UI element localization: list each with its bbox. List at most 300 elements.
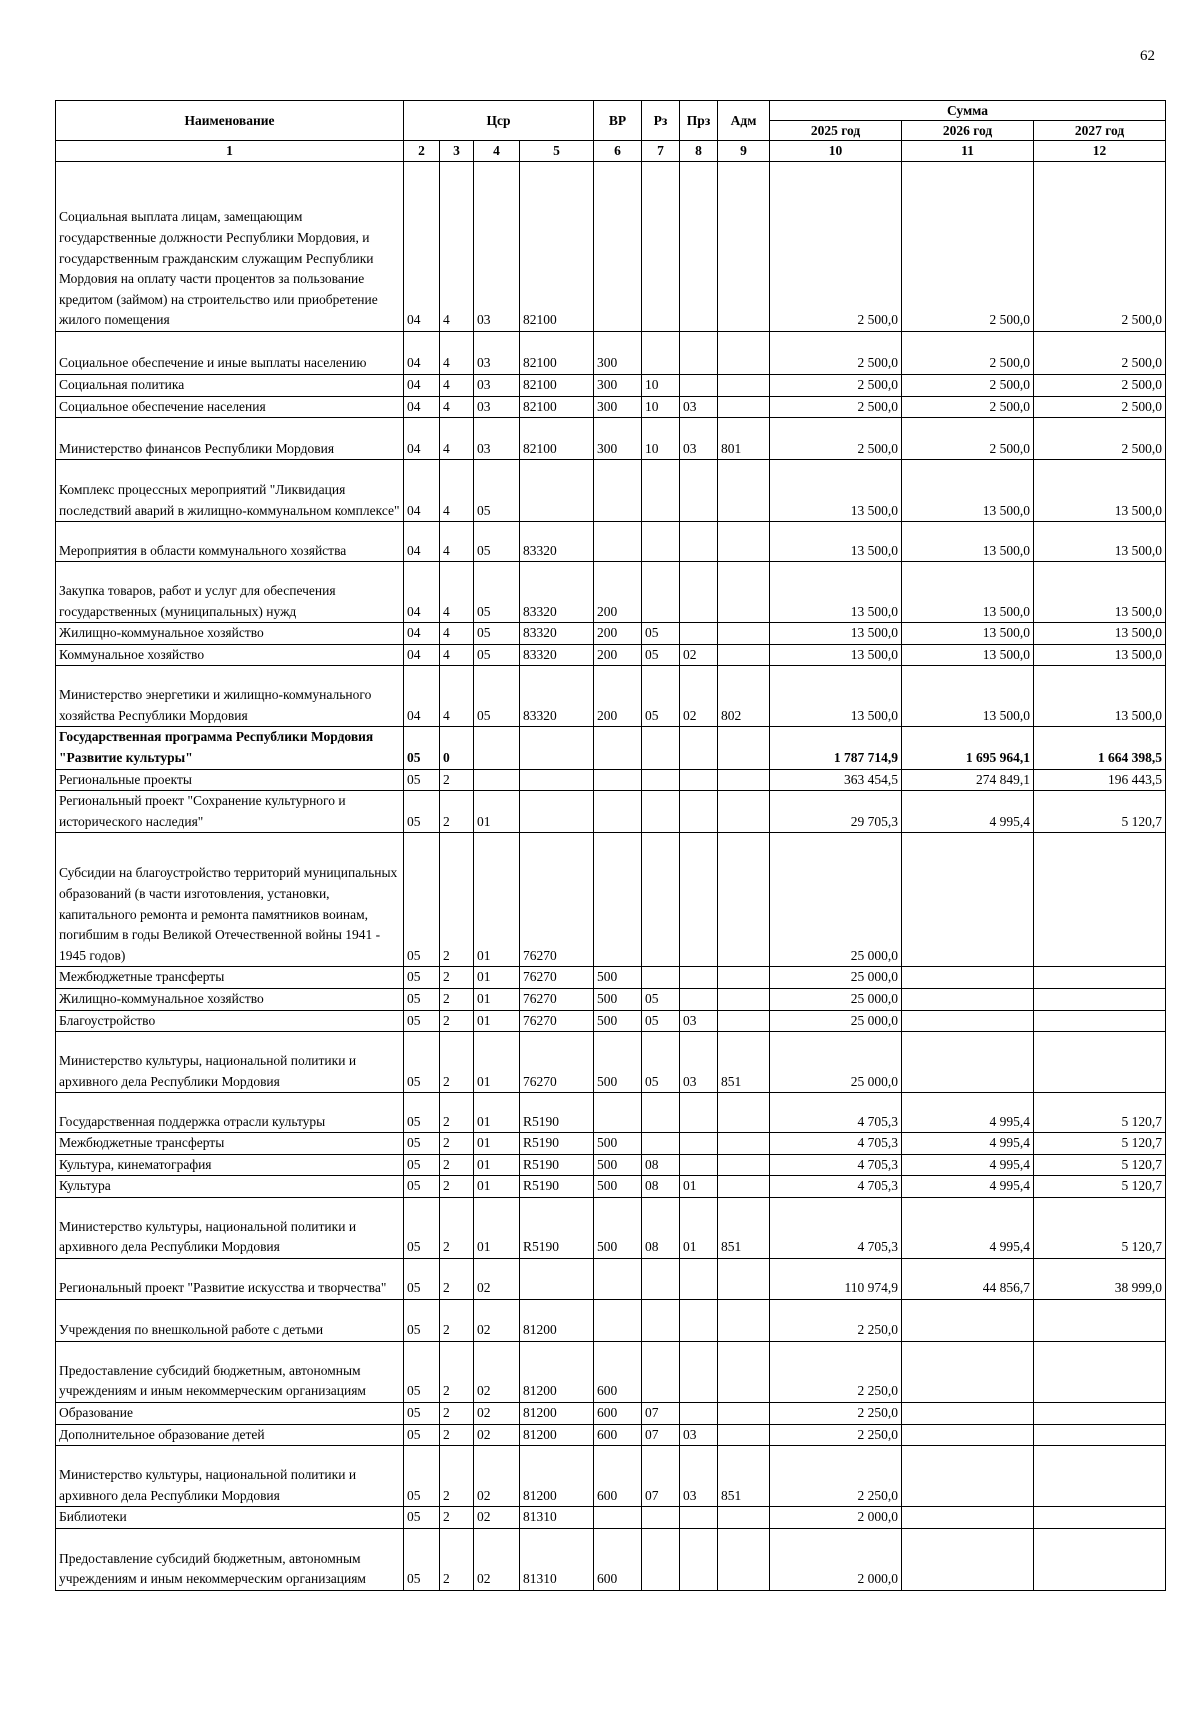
row-sum-2026: 274 849,1 xyxy=(902,769,1034,791)
row-sum-2027 xyxy=(1034,833,1166,967)
row-sum-2026 xyxy=(902,1507,1034,1529)
row-rz: 07 xyxy=(642,1446,680,1507)
row-sum-2027 xyxy=(1034,1032,1166,1093)
row-sum-2025: 2 250,0 xyxy=(770,1446,902,1507)
row-sum-2026: 2 500,0 xyxy=(902,332,1034,375)
row-sum-2027 xyxy=(1034,1341,1166,1402)
row-sum-2025: 4 705,3 xyxy=(770,1176,902,1198)
row-name: Жилищно-коммунальное хозяйство xyxy=(56,623,404,645)
row-rz: 10 xyxy=(642,418,680,460)
row-prz xyxy=(680,162,718,332)
row-rz xyxy=(642,833,680,967)
row-prz xyxy=(680,1341,718,1402)
row-tsr-type: 2 xyxy=(440,1154,474,1176)
row-tsr-type: 4 xyxy=(440,522,474,562)
row-tsr-program: 04 xyxy=(404,375,440,397)
row-rz xyxy=(642,1299,680,1341)
row-sum-2026: 1 695 964,1 xyxy=(902,727,1034,769)
row-rz xyxy=(642,769,680,791)
row-tsr-program: 04 xyxy=(404,162,440,332)
row-sum-2025: 2 500,0 xyxy=(770,396,902,418)
row-tsr-type: 2 xyxy=(440,1258,474,1299)
table-row xyxy=(56,988,1166,1010)
row-adm xyxy=(718,1133,770,1155)
row-tsr-program: 04 xyxy=(404,666,440,727)
row-name: Социальная политика xyxy=(56,375,404,397)
row-adm xyxy=(718,1424,770,1446)
row-sum-2025: 25 000,0 xyxy=(770,988,902,1010)
row-name: Государственная поддержка отрасли культуры xyxy=(56,1093,404,1133)
page-number: 62 xyxy=(1140,48,1155,64)
row-tsr-type: 2 xyxy=(440,1446,474,1507)
row-name: Мероприятия в области коммунального хозяйства xyxy=(56,522,404,562)
row-sum-2025: 110 974,9 xyxy=(770,1258,902,1299)
row-sum-2027: 2 500,0 xyxy=(1034,162,1166,332)
row-vr: 500 xyxy=(594,1010,642,1032)
row-tsr-type: 2 xyxy=(440,988,474,1010)
row-sum-2027 xyxy=(1034,1424,1166,1446)
row-adm xyxy=(718,623,770,645)
row-prz xyxy=(680,1528,718,1590)
header-summa: Сумма xyxy=(770,101,1166,121)
row-tsr-direction: 82100 xyxy=(520,332,594,375)
row-tsr-element: 01 xyxy=(474,1176,520,1198)
table-row xyxy=(56,623,1166,645)
row-prz: 03 xyxy=(680,1010,718,1032)
table-row xyxy=(56,1446,1166,1507)
row-rz xyxy=(642,1341,680,1402)
row-name: Региональный проект "Сохранение культурного и исторического наследия" xyxy=(56,791,404,833)
row-rz xyxy=(642,727,680,769)
row-sum-2025: 13 500,0 xyxy=(770,623,902,645)
row-tsr-type: 4 xyxy=(440,623,474,645)
row-tsr-type: 2 xyxy=(440,1010,474,1032)
row-rz xyxy=(642,1093,680,1133)
row-tsr-element: 02 xyxy=(474,1424,520,1446)
row-tsr-program: 04 xyxy=(404,418,440,460)
row-prz xyxy=(680,460,718,522)
row-vr xyxy=(594,522,642,562)
table-row xyxy=(56,1176,1166,1198)
row-rz: 05 xyxy=(642,1032,680,1093)
row-rz xyxy=(642,332,680,375)
row-name: Межбюджетные трансферты xyxy=(56,967,404,989)
row-sum-2026: 4 995,4 xyxy=(902,1154,1034,1176)
row-vr: 600 xyxy=(594,1424,642,1446)
row-vr: 200 xyxy=(594,666,642,727)
row-tsr-element: 01 xyxy=(474,1093,520,1133)
row-sum-2026: 13 500,0 xyxy=(902,666,1034,727)
row-adm xyxy=(718,644,770,666)
row-tsr-type: 4 xyxy=(440,332,474,375)
row-tsr-element: 02 xyxy=(474,1299,520,1341)
row-tsr-type: 2 xyxy=(440,1424,474,1446)
row-sum-2026: 2 500,0 xyxy=(902,396,1034,418)
row-tsr-element: 02 xyxy=(474,1446,520,1507)
row-sum-2027: 38 999,0 xyxy=(1034,1258,1166,1299)
row-tsr-type: 2 xyxy=(440,1197,474,1258)
row-tsr-type: 0 xyxy=(440,727,474,769)
row-tsr-direction: 76270 xyxy=(520,967,594,989)
row-prz xyxy=(680,1299,718,1341)
row-tsr-program: 04 xyxy=(404,396,440,418)
row-name: Социальное обеспечение и иные выплаты населению xyxy=(56,332,404,375)
row-sum-2025: 2 000,0 xyxy=(770,1528,902,1590)
row-prz xyxy=(680,769,718,791)
row-rz xyxy=(642,1528,680,1590)
row-vr xyxy=(594,833,642,967)
row-sum-2025: 25 000,0 xyxy=(770,1010,902,1032)
row-tsr-type: 4 xyxy=(440,162,474,332)
row-sum-2027: 13 500,0 xyxy=(1034,460,1166,522)
table-row xyxy=(56,967,1166,989)
row-tsr-program: 04 xyxy=(404,623,440,645)
row-vr: 300 xyxy=(594,418,642,460)
row-sum-2027 xyxy=(1034,1402,1166,1424)
row-sum-2027 xyxy=(1034,988,1166,1010)
column-number-row xyxy=(56,141,1166,162)
row-adm xyxy=(718,967,770,989)
table-row xyxy=(56,666,1166,727)
col-number: 9 xyxy=(718,141,770,162)
row-tsr-program: 05 xyxy=(404,967,440,989)
row-sum-2026: 4 995,4 xyxy=(902,791,1034,833)
row-tsr-direction: 76270 xyxy=(520,833,594,967)
row-adm: 851 xyxy=(718,1032,770,1093)
col-number: 6 xyxy=(594,141,642,162)
row-sum-2026: 4 995,4 xyxy=(902,1176,1034,1198)
row-adm xyxy=(718,727,770,769)
row-tsr-direction: 81310 xyxy=(520,1507,594,1529)
row-name: Культура xyxy=(56,1176,404,1198)
row-sum-2027: 13 500,0 xyxy=(1034,666,1166,727)
header-adm: Адм xyxy=(718,101,770,141)
table-row xyxy=(56,396,1166,418)
table-row xyxy=(56,1402,1166,1424)
row-sum-2025: 2 250,0 xyxy=(770,1424,902,1446)
row-prz xyxy=(680,1258,718,1299)
row-sum-2026 xyxy=(902,1032,1034,1093)
row-tsr-element: 02 xyxy=(474,1528,520,1590)
row-sum-2027: 5 120,7 xyxy=(1034,1093,1166,1133)
row-vr: 300 xyxy=(594,396,642,418)
row-sum-2026: 2 500,0 xyxy=(902,418,1034,460)
table-row xyxy=(56,332,1166,375)
row-tsr-program: 05 xyxy=(404,1133,440,1155)
row-prz: 02 xyxy=(680,644,718,666)
row-prz xyxy=(680,522,718,562)
row-vr: 600 xyxy=(594,1402,642,1424)
row-tsr-direction: R5190 xyxy=(520,1197,594,1258)
row-sum-2027: 196 443,5 xyxy=(1034,769,1166,791)
row-rz: 08 xyxy=(642,1197,680,1258)
row-tsr-element: 01 xyxy=(474,1197,520,1258)
row-tsr-direction xyxy=(520,769,594,791)
row-sum-2027: 5 120,7 xyxy=(1034,791,1166,833)
row-rz: 08 xyxy=(642,1176,680,1198)
row-name: Образование xyxy=(56,1402,404,1424)
row-sum-2025: 2 250,0 xyxy=(770,1402,902,1424)
row-vr: 300 xyxy=(594,332,642,375)
row-prz xyxy=(680,1133,718,1155)
table-row xyxy=(56,1093,1166,1133)
row-sum-2025: 2 500,0 xyxy=(770,375,902,397)
row-sum-2026: 13 500,0 xyxy=(902,644,1034,666)
row-name: Министерство культуры, национальной политики и архивного дела Республики Мордовия xyxy=(56,1032,404,1093)
row-sum-2026: 13 500,0 xyxy=(902,522,1034,562)
table-row xyxy=(56,162,1166,332)
row-tsr-element: 01 xyxy=(474,967,520,989)
col-number: 2 xyxy=(404,141,440,162)
row-sum-2025: 29 705,3 xyxy=(770,791,902,833)
row-sum-2026 xyxy=(902,1341,1034,1402)
row-rz xyxy=(642,522,680,562)
row-tsr-program: 05 xyxy=(404,769,440,791)
col-number: 8 xyxy=(680,141,718,162)
row-sum-2027 xyxy=(1034,1010,1166,1032)
row-sum-2026 xyxy=(902,1446,1034,1507)
row-vr xyxy=(594,791,642,833)
row-vr: 600 xyxy=(594,1528,642,1590)
row-adm xyxy=(718,1176,770,1198)
row-sum-2025: 1 787 714,9 xyxy=(770,727,902,769)
row-rz: 05 xyxy=(642,988,680,1010)
row-tsr-type: 4 xyxy=(440,396,474,418)
col-number: 1 xyxy=(56,141,404,162)
row-sum-2025: 4 705,3 xyxy=(770,1197,902,1258)
row-sum-2027: 2 500,0 xyxy=(1034,332,1166,375)
row-tsr-direction: 83320 xyxy=(520,666,594,727)
row-sum-2026: 13 500,0 xyxy=(902,460,1034,522)
row-rz xyxy=(642,967,680,989)
row-rz xyxy=(642,1258,680,1299)
row-tsr-direction: 83320 xyxy=(520,644,594,666)
row-tsr-direction xyxy=(520,727,594,769)
row-tsr-element: 01 xyxy=(474,791,520,833)
table-row xyxy=(56,1528,1166,1590)
row-sum-2027: 13 500,0 xyxy=(1034,623,1166,645)
table-row xyxy=(56,769,1166,791)
row-name: Предоставление субсидий бюджетным, автономным учреждениям и иным некоммерческим организациям xyxy=(56,1341,404,1402)
row-sum-2027 xyxy=(1034,967,1166,989)
row-tsr-type: 2 xyxy=(440,1341,474,1402)
row-adm xyxy=(718,1258,770,1299)
row-sum-2027: 5 120,7 xyxy=(1034,1154,1166,1176)
row-tsr-element xyxy=(474,727,520,769)
row-vr: 500 xyxy=(594,1197,642,1258)
row-tsr-program: 05 xyxy=(404,1258,440,1299)
row-tsr-program: 05 xyxy=(404,1197,440,1258)
row-name: Учреждения по внешкольной работе с детьми xyxy=(56,1299,404,1341)
row-prz xyxy=(680,791,718,833)
col-number: 7 xyxy=(642,141,680,162)
row-tsr-program: 04 xyxy=(404,522,440,562)
row-prz: 03 xyxy=(680,1446,718,1507)
row-tsr-type: 4 xyxy=(440,666,474,727)
row-tsr-direction: 83320 xyxy=(520,623,594,645)
row-sum-2025: 4 705,3 xyxy=(770,1093,902,1133)
row-adm xyxy=(718,1341,770,1402)
row-vr xyxy=(594,769,642,791)
row-tsr-program: 05 xyxy=(404,1299,440,1341)
row-rz xyxy=(642,1133,680,1155)
row-sum-2026: 4 995,4 xyxy=(902,1133,1034,1155)
row-tsr-element: 05 xyxy=(474,562,520,623)
row-adm xyxy=(718,791,770,833)
row-name: Благоустройство xyxy=(56,1010,404,1032)
row-name: Библиотеки xyxy=(56,1507,404,1529)
row-tsr-type: 2 xyxy=(440,1176,474,1198)
row-tsr-direction: 82100 xyxy=(520,418,594,460)
row-vr: 200 xyxy=(594,644,642,666)
row-tsr-element: 01 xyxy=(474,988,520,1010)
row-vr: 500 xyxy=(594,967,642,989)
row-sum-2026 xyxy=(902,1299,1034,1341)
table-row xyxy=(56,522,1166,562)
row-sum-2026: 44 856,7 xyxy=(902,1258,1034,1299)
row-adm xyxy=(718,988,770,1010)
row-adm: 851 xyxy=(718,1197,770,1258)
table-header xyxy=(56,101,1166,162)
row-prz: 01 xyxy=(680,1197,718,1258)
col-number: 12 xyxy=(1034,141,1166,162)
row-tsr-direction: 81200 xyxy=(520,1341,594,1402)
row-name: Комплекс процессных мероприятий "Ликвидация последствий аварий в жилищно-коммунальном комплексе" xyxy=(56,460,404,522)
row-tsr-direction: 82100 xyxy=(520,396,594,418)
row-sum-2025: 4 705,3 xyxy=(770,1133,902,1155)
row-sum-2027: 13 500,0 xyxy=(1034,644,1166,666)
col-number: 10 xyxy=(770,141,902,162)
header-rz: Рз xyxy=(642,101,680,141)
row-name: Жилищно-коммунальное хозяйство xyxy=(56,988,404,1010)
row-tsr-element: 05 xyxy=(474,666,520,727)
row-name: Закупка товаров, работ и услуг для обеспечения государственных (муниципальных) нужд xyxy=(56,562,404,623)
header-tsr: Цср xyxy=(404,101,594,141)
row-tsr-program: 05 xyxy=(404,1010,440,1032)
row-sum-2026: 4 995,4 xyxy=(902,1197,1034,1258)
row-adm xyxy=(718,1299,770,1341)
row-adm xyxy=(718,522,770,562)
table-row xyxy=(56,460,1166,522)
row-adm xyxy=(718,1402,770,1424)
row-sum-2027: 5 120,7 xyxy=(1034,1197,1166,1258)
row-adm xyxy=(718,162,770,332)
row-vr: 200 xyxy=(594,623,642,645)
row-tsr-element: 05 xyxy=(474,522,520,562)
row-rz xyxy=(642,791,680,833)
row-tsr-element: 05 xyxy=(474,644,520,666)
row-vr: 200 xyxy=(594,562,642,623)
row-prz xyxy=(680,623,718,645)
table-row xyxy=(56,1010,1166,1032)
row-rz: 10 xyxy=(642,396,680,418)
row-tsr-element: 02 xyxy=(474,1507,520,1529)
row-tsr-element: 01 xyxy=(474,1032,520,1093)
row-vr xyxy=(594,727,642,769)
row-tsr-type: 2 xyxy=(440,1528,474,1590)
row-tsr-type: 2 xyxy=(440,833,474,967)
row-tsr-type: 2 xyxy=(440,1093,474,1133)
row-tsr-element: 01 xyxy=(474,1133,520,1155)
col-number: 4 xyxy=(474,141,520,162)
row-prz xyxy=(680,1093,718,1133)
row-tsr-program: 04 xyxy=(404,460,440,522)
row-tsr-program: 05 xyxy=(404,1402,440,1424)
row-tsr-type: 4 xyxy=(440,562,474,623)
row-tsr-direction: 83320 xyxy=(520,562,594,623)
header-name: Наименование xyxy=(56,101,404,141)
row-rz: 10 xyxy=(642,375,680,397)
row-adm: 802 xyxy=(718,666,770,727)
row-name: Дополнительное образование детей xyxy=(56,1424,404,1446)
table-row xyxy=(56,1197,1166,1258)
row-prz xyxy=(680,1402,718,1424)
row-tsr-element: 01 xyxy=(474,833,520,967)
row-tsr-element: 01 xyxy=(474,1010,520,1032)
row-adm xyxy=(718,1093,770,1133)
row-prz xyxy=(680,833,718,967)
row-prz xyxy=(680,332,718,375)
row-prz: 03 xyxy=(680,396,718,418)
row-rz: 05 xyxy=(642,1010,680,1032)
row-sum-2025: 25 000,0 xyxy=(770,833,902,967)
row-sum-2025: 13 500,0 xyxy=(770,666,902,727)
row-name: Министерство культуры, национальной политики и архивного дела Республики Мордовия xyxy=(56,1197,404,1258)
col-number: 5 xyxy=(520,141,594,162)
row-sum-2025: 13 500,0 xyxy=(770,522,902,562)
row-tsr-element: 05 xyxy=(474,623,520,645)
table-row xyxy=(56,375,1166,397)
row-adm: 801 xyxy=(718,418,770,460)
row-tsr-direction: 76270 xyxy=(520,1032,594,1093)
row-tsr-program: 05 xyxy=(404,1424,440,1446)
table-row xyxy=(56,1258,1166,1299)
row-name: Культура, кинематография xyxy=(56,1154,404,1176)
row-sum-2025: 2 250,0 xyxy=(770,1341,902,1402)
row-tsr-program: 05 xyxy=(404,1032,440,1093)
row-tsr-direction: 81200 xyxy=(520,1424,594,1446)
header-year-2027: 2027 год xyxy=(1034,121,1166,141)
row-sum-2027: 5 120,7 xyxy=(1034,1133,1166,1155)
row-sum-2025: 2 500,0 xyxy=(770,162,902,332)
row-tsr-type: 4 xyxy=(440,644,474,666)
row-tsr-direction: 83320 xyxy=(520,522,594,562)
row-sum-2025: 363 454,5 xyxy=(770,769,902,791)
table-row xyxy=(56,727,1166,769)
row-tsr-direction xyxy=(520,460,594,522)
row-vr xyxy=(594,1507,642,1529)
row-sum-2027: 13 500,0 xyxy=(1034,562,1166,623)
row-tsr-program: 05 xyxy=(404,1446,440,1507)
row-tsr-direction xyxy=(520,791,594,833)
table-row xyxy=(56,791,1166,833)
row-rz xyxy=(642,1507,680,1529)
row-rz: 07 xyxy=(642,1402,680,1424)
row-tsr-program: 05 xyxy=(404,1528,440,1590)
row-prz xyxy=(680,1507,718,1529)
table-row xyxy=(56,562,1166,623)
row-vr xyxy=(594,162,642,332)
row-sum-2025: 2 500,0 xyxy=(770,332,902,375)
row-tsr-element: 05 xyxy=(474,460,520,522)
row-adm xyxy=(718,1507,770,1529)
row-tsr-element: 03 xyxy=(474,396,520,418)
row-vr: 500 xyxy=(594,988,642,1010)
row-tsr-program: 04 xyxy=(404,332,440,375)
row-sum-2027: 13 500,0 xyxy=(1034,522,1166,562)
row-sum-2025: 2 000,0 xyxy=(770,1507,902,1529)
row-tsr-direction: 81310 xyxy=(520,1528,594,1590)
